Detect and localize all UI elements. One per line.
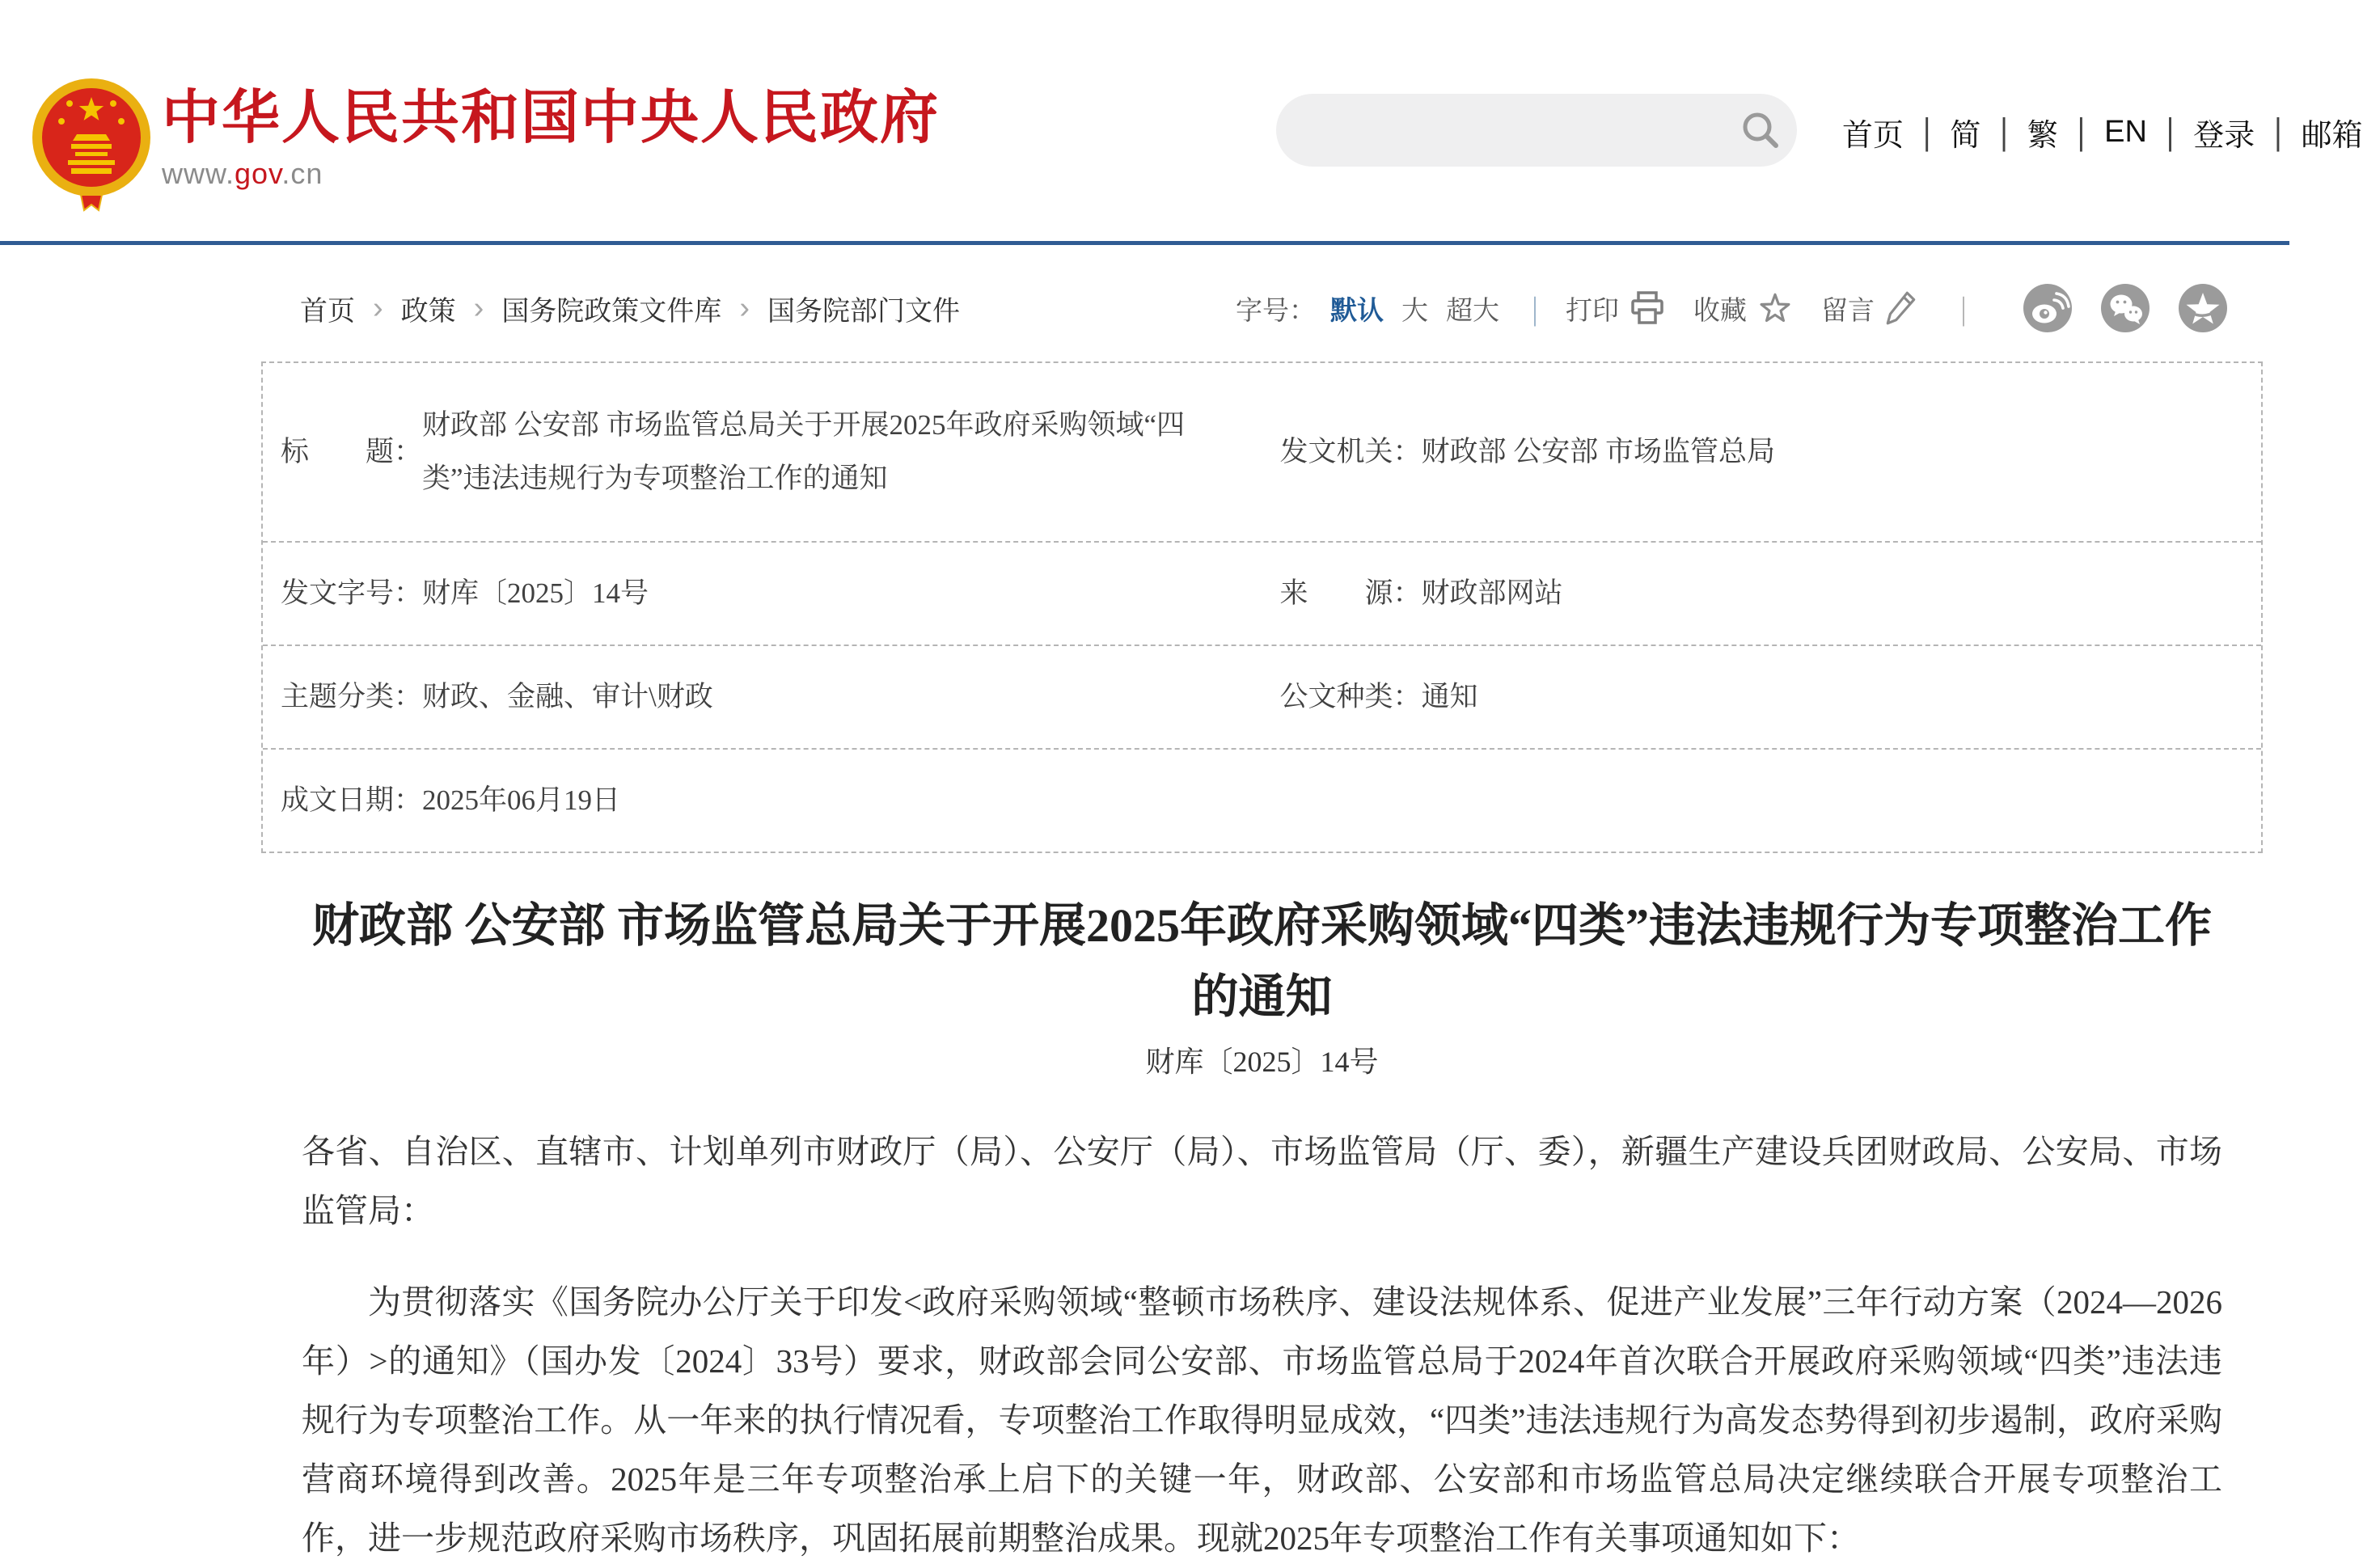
breadcrumb-policy-library[interactable]: 国务院政策文件库 [501,296,722,327]
meta-label: 来 源： [1279,577,1422,609]
share-weibo-button[interactable] [2023,284,2072,332]
meta-value: 财库〔2025〕14号 [422,577,649,609]
meta-value: 财政、金融、审计\财政 [422,681,713,712]
favorite-button[interactable] [1693,290,1794,328]
url-cn: .cn [281,157,323,190]
nav-home[interactable]: 首页 [1842,118,1904,153]
meta-value: 财政部网站 [1421,577,1563,609]
nav-login[interactable]: 登录 [2193,118,2255,153]
pencil-icon [1884,290,1918,327]
nav-english[interactable]: EN [2104,114,2147,149]
meta-label: 公文种类： [1279,681,1422,712]
site-header [0,0,2363,241]
font-size-default-button[interactable]: 默认 [1329,296,1384,326]
meta-value: 通知 [1421,681,1478,712]
url-www: www. [162,157,235,190]
nav-divider: | [2077,110,2086,152]
meta-cell-source [1262,543,2262,645]
weibo-icon [2023,284,2072,332]
document-number: 财库〔2025〕14号 [1145,1046,1379,1078]
toolbar-divider: | [1959,290,1967,327]
print-button[interactable] [1566,290,1666,328]
favorite-label: 收藏 [1693,296,1747,326]
breadcrumb-separator-icon: › [739,290,750,325]
printer-icon [1629,290,1666,327]
site-title: 中华人民共和国中央人民政府 [162,86,941,150]
wechat-icon [2101,284,2150,332]
meta-cell-issuing-agency [1262,363,2262,541]
meta-cell-doc-number [263,543,1262,645]
top-nav [1842,108,2363,155]
font-size-large-button[interactable]: 大 [1401,296,1428,326]
header-divider-band [0,241,2289,245]
meta-value: 2025年06月19日 [422,784,621,816]
breadcrumb-department-docs[interactable]: 国务院部门文件 [767,296,960,327]
search-input[interactable] [1276,98,1724,163]
share-wechat-button[interactable] [2101,284,2150,332]
nav-divider: | [2166,110,2175,152]
page-toolbar [1236,284,2227,332]
comment-label: 留言 [1820,296,1875,326]
nav-simplified[interactable]: 简 [1950,118,1981,153]
nav-divider: | [2274,110,2282,152]
share-group [1994,284,2227,332]
meta-value: 财政部 公安部 市场监管总局关于开展2025年政府采购领域“四类”违法违规行为专项整治工作的通知 [422,409,1186,494]
comment-button[interactable] [1821,290,1918,328]
nav-mail[interactable]: 邮箱 [2301,118,2363,153]
breadcrumb [300,289,960,328]
breadcrumb-toolbar-row [261,287,2263,329]
meta-cell-issue-date [263,750,1262,852]
paragraph-addressees: 各省、自治区、直辖市、计划单列市财政厅（局）、公安厅（局）、市场监管局（厅、委），新疆生产建设兵团财政局、公安局、市场监管局： [302,1133,2222,1229]
table-row [263,646,2261,750]
meta-value: 财政部 公安部 市场监管总局 [1421,436,1776,467]
search-box [1276,94,1797,167]
content-container [261,287,2263,1568]
meta-cell-topic-category [263,646,1262,748]
toolbar-divider: | [1531,290,1538,327]
breadcrumb-separator-icon: › [473,290,484,325]
meta-label: 发文字号： [281,577,423,609]
document-body [302,1122,2222,1568]
star-icon [1756,290,1794,327]
meta-cell-empty [1262,750,2262,852]
search-icon [1738,108,1783,153]
nav-divider: | [2000,110,2008,152]
document-title: 财政部 公安部 市场监管总局关于开展2025年政府采购领域“四类”违法违规行为专项整治工作的通知 [311,899,2212,1023]
meta-label: 标 题： [281,436,423,467]
share-qzone-button[interactable] [2179,284,2227,332]
meta-label: 主题分类： [281,681,423,712]
table-row [263,363,2261,543]
print-label: 打印 [1565,296,1619,326]
breadcrumb-policy[interactable]: 政策 [400,296,456,327]
meta-label: 发文机关： [1279,436,1422,467]
table-row [263,750,2261,852]
national-emblem-logo [31,74,152,212]
nav-traditional[interactable]: 繁 [2027,118,2058,153]
table-row [263,543,2261,646]
meta-cell-doc-type [1262,646,2262,748]
breadcrumb-home[interactable]: 首页 [300,296,355,327]
font-size-xlarge-button[interactable]: 超大 [1445,296,1499,326]
meta-label: 成文日期： [281,784,423,816]
breadcrumb-separator-icon: › [373,290,383,325]
meta-cell-title [263,363,1262,541]
font-size-label: 字号： [1235,296,1316,326]
search-button[interactable] [1724,94,1797,167]
url-gov: gov [235,157,282,190]
qzone-icon [2179,284,2227,332]
document-area [261,890,2263,1568]
paragraph-intro: 为贯彻落实《国务院办公厅关于印发<政府采购领域“整顿市场秩序、建设法规体系、促进产业发展”三年行动方案（2024—2026年）>的通知》（国办发〔2024〕33号）要求，财政部会同公安部、市场监管总局于2024年首次联合开展政府采购领域“四类”违法违规行为专项整治工作。从一年来的执行情况看，专项整治工作取得明显成效，“四类”违法违规行为高发态势得到初步遏制，政府采购营商环境得到改善。2025年是三年专项整治承上启下的关键一年，财政部、公安部和市场监管总局决定继续联合开展专项整治工作，进一步规范政府采购市场秩序，巩固拓展前期整治成果。现就2025年专项整治工作有关事项通知如下： [302,1283,2222,1557]
brand-block [162,84,940,191]
document-meta-table [261,361,2263,853]
nav-divider: | [1923,110,1931,152]
site-url [162,157,940,191]
